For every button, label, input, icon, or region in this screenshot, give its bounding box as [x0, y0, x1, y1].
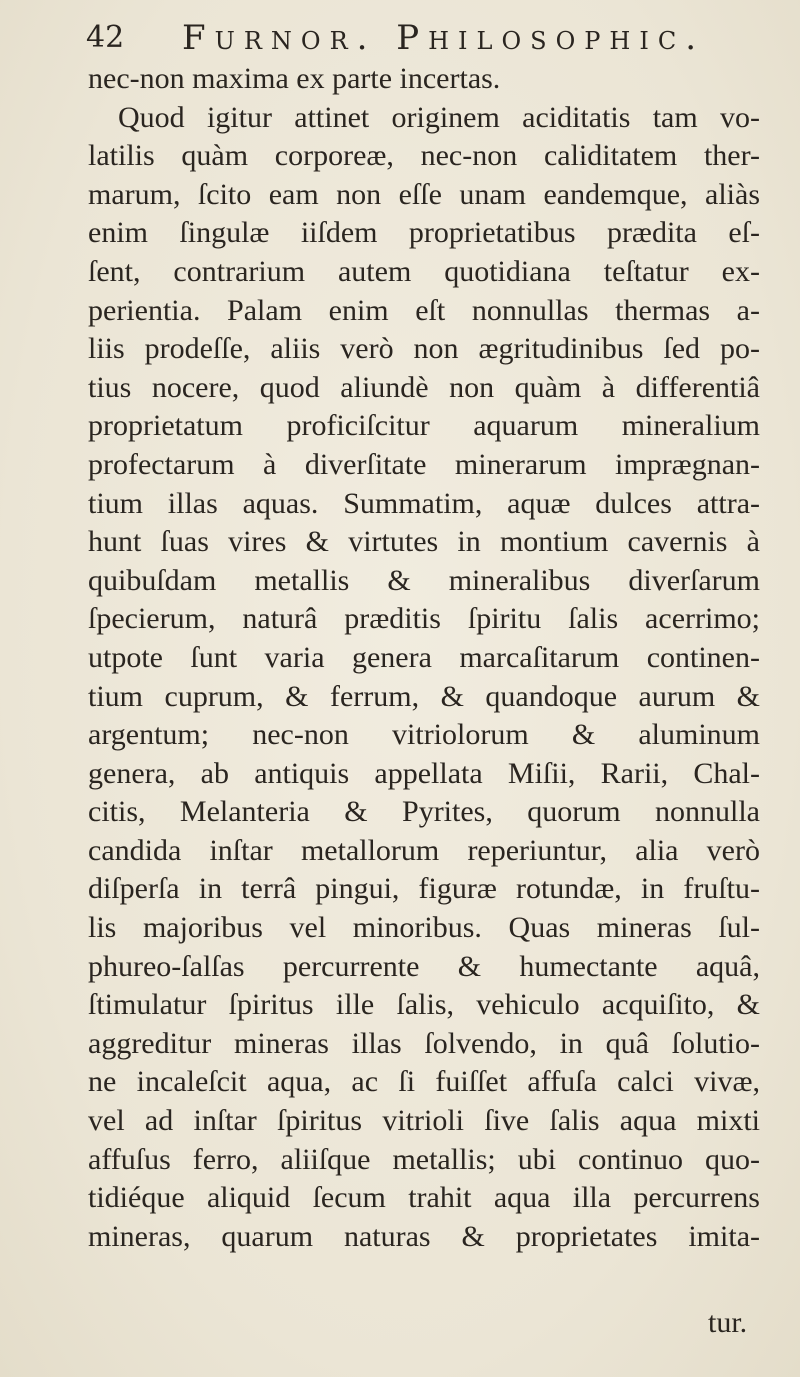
text-line: liis prodeſſe, aliis verò non ægritudinibus ſed po-: [88, 332, 760, 366]
text-line: proprietatum proficiſcitur aquarum mineralium: [88, 409, 760, 443]
page-number: 42: [86, 20, 125, 55]
text-line: ſpecierum, naturâ præditis ſpiritu ſalis acerrimo;: [88, 602, 760, 636]
text-line: tium illas aquas. Summatim, aquæ dulces attra-: [88, 486, 760, 520]
text-line: affuſus ferro, aliiſque metallis; ubi continuo quo-: [88, 1142, 760, 1176]
running-head: Furnor. Philosophic.: [182, 18, 705, 58]
text-line: utpote ſunt varia genera marcaſitarum continen-: [88, 640, 760, 674]
text-line: hunt ſuas vires & virtutes in montium cavernis à: [88, 525, 760, 559]
body-text: [88, 60, 760, 1256]
page-header: [86, 14, 766, 66]
text-line: quibuſdam metallis & mineralibus diverſarum: [88, 563, 760, 597]
text-line: tidiéque aliquid ſecum trahit aqua illa percurrens: [88, 1181, 760, 1215]
text-line: diſperſa in terrâ pingui, figuræ rotundæ, in fruſtu-: [88, 872, 760, 906]
text-line: ſtimulatur ſpiritus ille ſalis, vehiculo acquiſito, &: [88, 988, 760, 1022]
text-line: latilis quàm corporeæ, nec-non caliditatem ther-: [88, 139, 760, 173]
text-line: tium cuprum, & ferrum, & quandoque aurum &: [88, 679, 760, 713]
text-line: perientia. Palam enim eſt nonnullas thermas a-: [88, 293, 760, 327]
text-line: argentum; nec-non vitriolorum & aluminum: [88, 718, 760, 752]
text-line: aggreditur mineras illas ſolvendo, in quâ ſolutio-: [88, 1026, 760, 1060]
text-line: lis majoribus vel minoribus. Quas mineras ſul-: [88, 911, 760, 945]
text-line: phureo-ſalſas percurrente & humectante aquâ,: [88, 949, 760, 983]
text-line: tius nocere, quod aliundè non quàm à differentiâ: [88, 370, 760, 404]
catchword: tur.: [708, 1306, 748, 1339]
text-line: vel ad inſtar ſpiritus vitrioli ſive ſalis aqua mixti: [88, 1104, 760, 1138]
text-line: genera, ab antiquis appellata Miſii, Rarii, Chal-: [88, 756, 760, 790]
text-line: Quod igitur attinet originem aciditatis tam vo-: [118, 100, 760, 134]
text-line: nec-non maxima ex parte incertas.: [88, 62, 501, 95]
text-line: marum, ſcito eam non eſſe unam eandemque, aliàs: [88, 177, 760, 211]
text-line: profectarum à diverſitate minerarum imprægnan-: [88, 447, 760, 481]
text-line: mineras, quarum naturas & proprietates imita-: [88, 1219, 760, 1253]
text-line: citis, Melanteria & Pyrites, quorum nonnulla: [88, 795, 760, 829]
text-line: ſent, contrarium autem quotidiana teſtatur ex-: [88, 254, 760, 288]
text-line: candida inſtar metallorum reperiuntur, alia verò: [88, 833, 760, 867]
text-line: ne incaleſcit aqua, ac ſi fuiſſet affuſa calci vivæ,: [88, 1065, 760, 1099]
text-line: enim ſingulæ iiſdem proprietatibus prædita eſ-: [88, 216, 760, 250]
